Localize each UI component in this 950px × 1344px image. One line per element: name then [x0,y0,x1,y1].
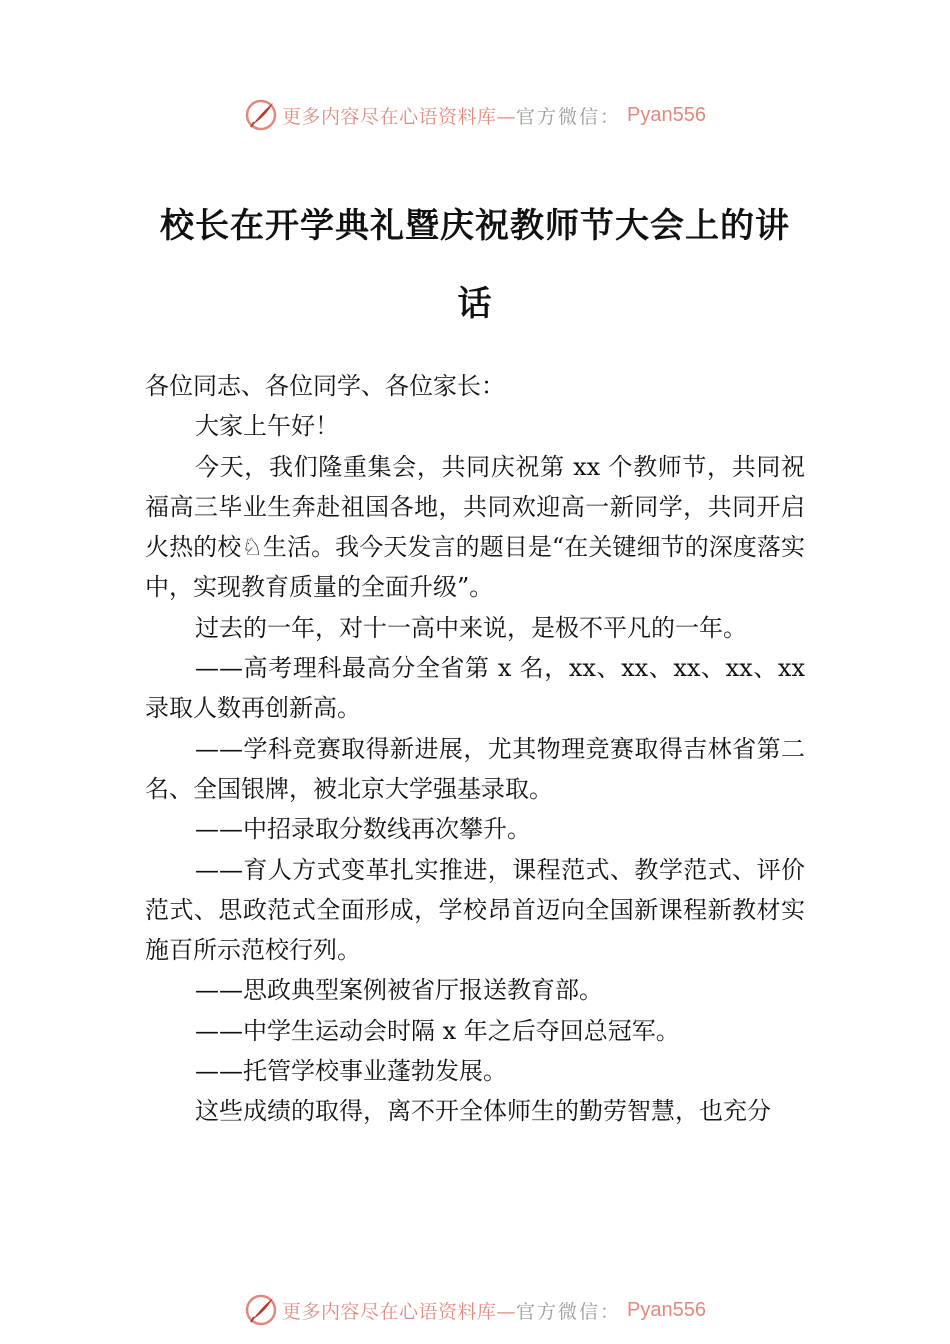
quill-logo-icon [244,1293,278,1327]
watermark-wechat-label: 官方微信： [516,105,622,128]
header-watermark [0,95,950,135]
watermark-wechat-label: 官方微信： [516,1300,622,1323]
body-paragraph: ——学科竞赛取得新进展，尤其物理竞赛取得吉林省第二名、全国银牌，被北京大学强基录取。 [145,734,805,803]
body-paragraph: 大家上午好！ [195,412,339,441]
document-title: 校长在开学典礼暨庆祝教师节大会上的讲话 [160,206,790,324]
body-paragraph: 各位同志、各位同学、各位家长： [145,372,505,400]
quill-logo-icon [244,98,278,132]
body-paragraph: ——育人方式变革扎实推进，课程范式、教学范式、评价范式、思政范式全面形成，学校昂首迈向全国新课程新教材实施百所示范校行列。 [145,855,805,965]
watermark-wechat-id: Pyan556 [627,1298,706,1321]
body-paragraph: 今天，我们隆重集会，共同庆祝第 xx 个教师节，共同祝福高三毕业生奔赴祖国各地，共同欢迎高一新同学，共同开启火热的校♘生活。我今天发言的题目是“在关键细节的深度落实中，实现教育质量的全面升级”。 [145,452,805,602]
body-paragraph: ——中招录取分数线再次攀升。 [195,815,531,844]
body-paragraph: ——高考理科最高分全省第 x 名，xx、xx、xx、xx、xx 录取人数再创新高。 [145,654,805,723]
footer-watermark [0,1290,950,1330]
body-paragraph: 过去的一年，对十一高中来说，是极不平凡的一年。 [195,613,747,642]
body-paragraph: ——托管学校事业蓬勃发展。 [195,1057,507,1086]
document-body [145,366,805,1132]
watermark-text: 更多内容尽在心语资料库— [282,105,517,128]
watermark-wechat-id: Pyan556 [627,103,706,126]
body-paragraph: ——思政典型案例被省厅报送教育部。 [195,976,603,1005]
body-paragraph: 这些成绩的取得，离不开全体师生的勤劳智慧，也充分 [195,1097,771,1126]
body-paragraph: ——中学生运动会时隔 x 年之后夺回总冠军。 [195,1016,680,1045]
watermark-text: 更多内容尽在心语资料库— [282,1300,517,1323]
